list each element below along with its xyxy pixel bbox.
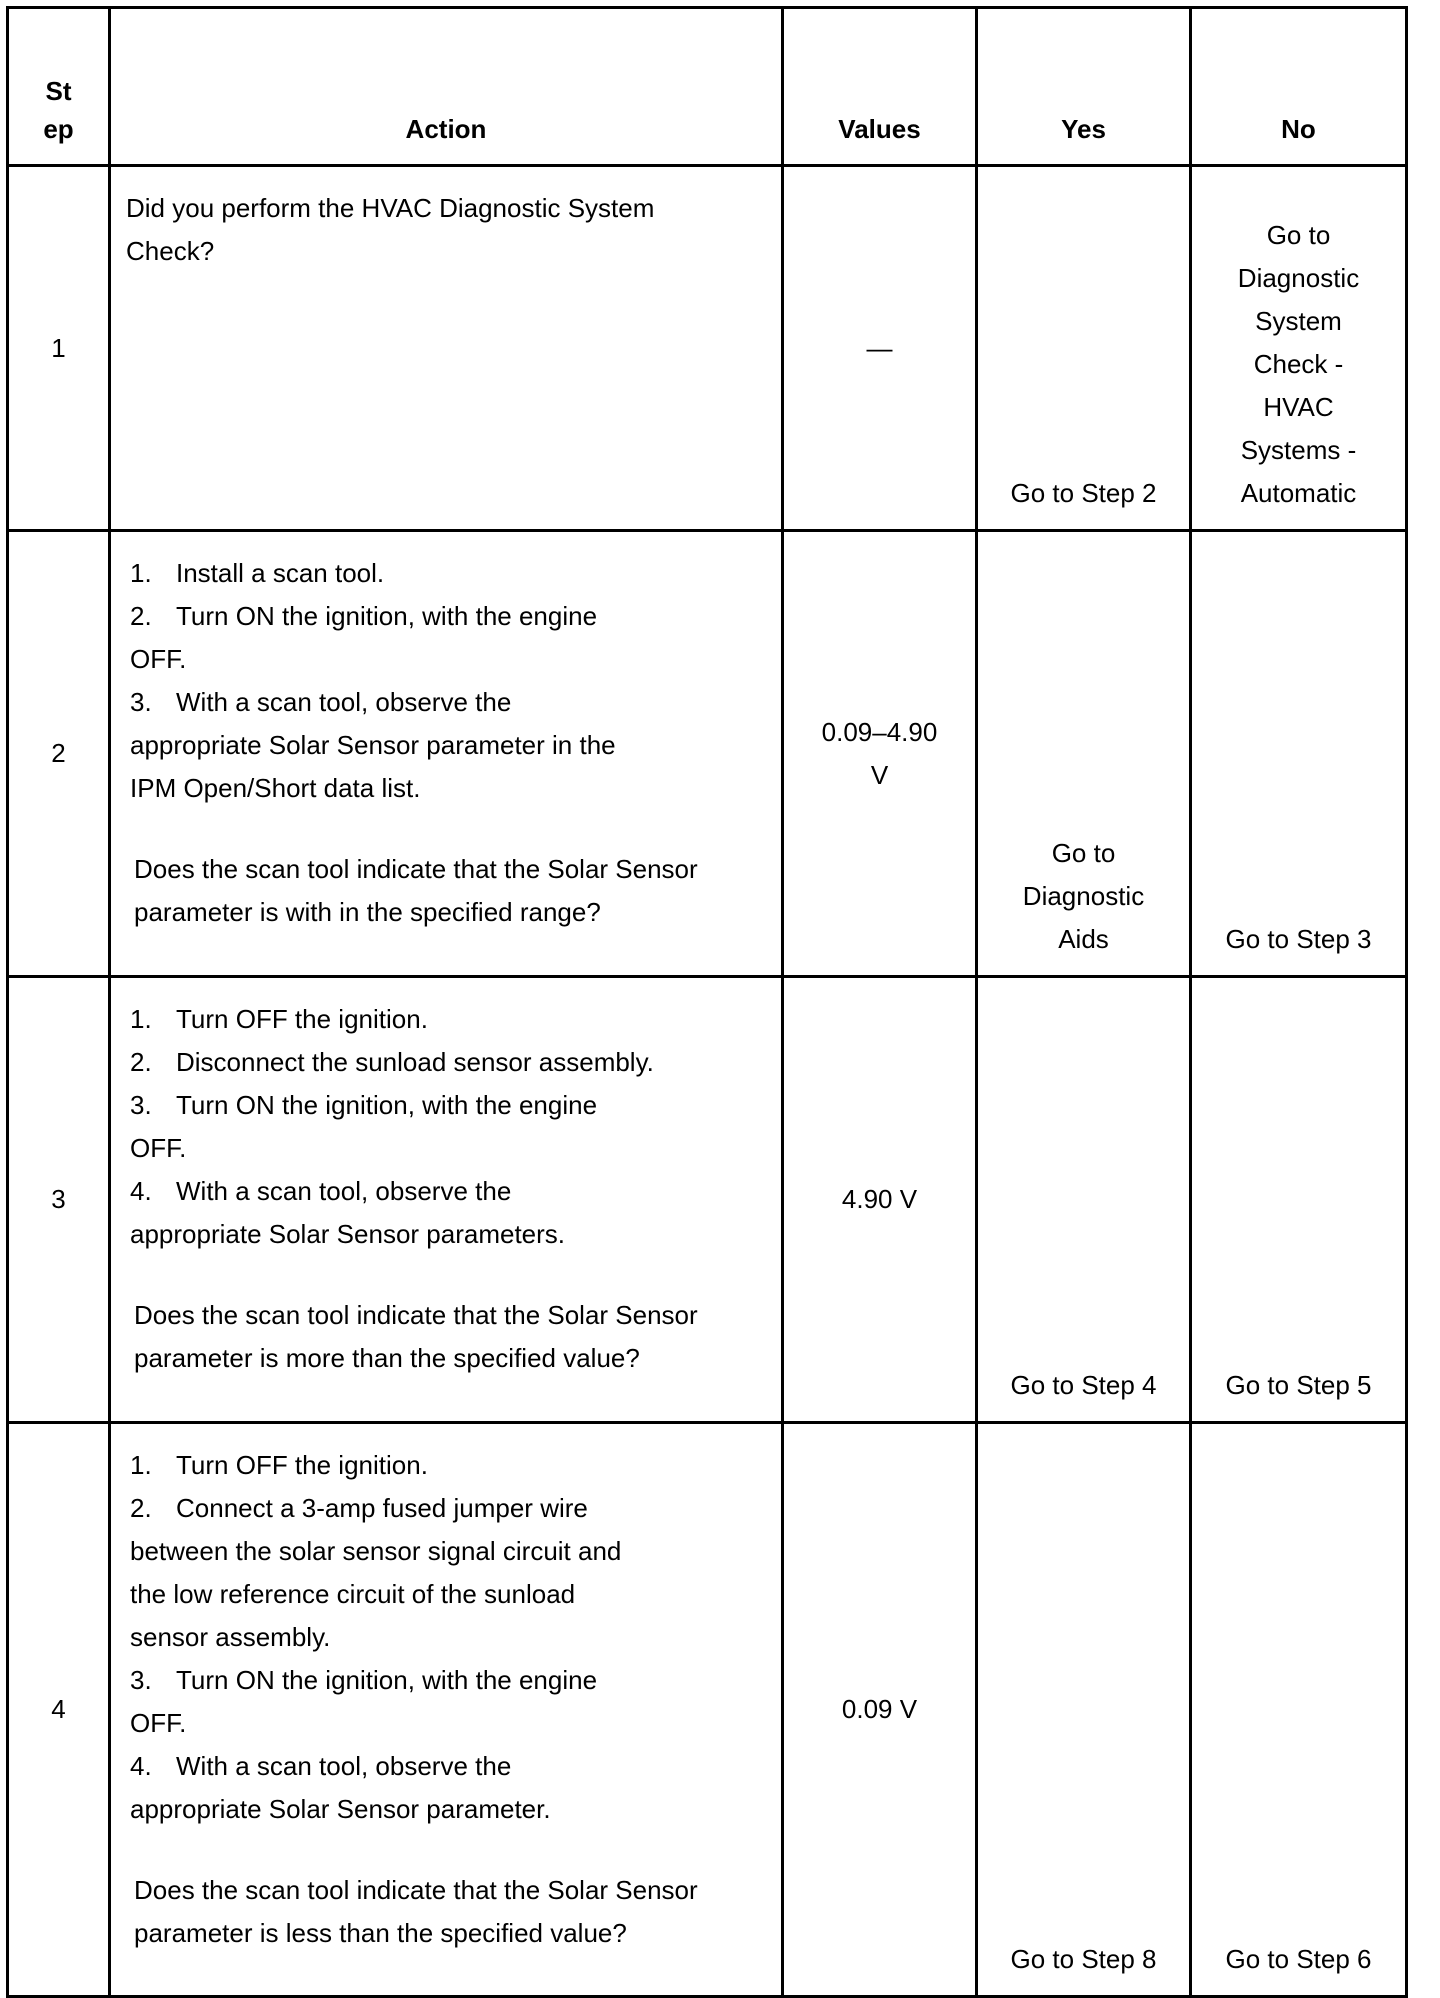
no-link[interactable]: Go to Step 6 xyxy=(1191,1423,1407,1997)
action-step: 1. Install a scan tool. xyxy=(130,558,385,588)
action-cell xyxy=(110,531,783,977)
value-cell: 0.09 V xyxy=(783,1423,977,1997)
value-cell: 4.90 V xyxy=(783,977,977,1423)
value-cell: — xyxy=(783,166,977,531)
step-number: 2 xyxy=(8,531,110,977)
header-action: Action xyxy=(110,8,783,166)
header-yes: Yes xyxy=(977,8,1191,166)
action-step: 1. Turn OFF the ignition. xyxy=(130,1004,428,1034)
table-row xyxy=(8,977,1407,1423)
no-link[interactable]: Go to Step 3 xyxy=(1191,531,1407,977)
header-row xyxy=(8,8,1407,166)
action-step: 3. With a scan tool, observe the appropriate Solar Sensor parameter in the IPM Open/Short data list. xyxy=(130,687,616,803)
value-cell: 0.09–4.90 V xyxy=(783,531,977,977)
step-number: 1 xyxy=(8,166,110,531)
action-cell xyxy=(110,1423,783,1997)
action-question: Does the scan tool indicate that the Solar Sensor parameter is less than the specified value? xyxy=(134,1875,698,1948)
action-question: Does the scan tool indicate that the Solar Sensor parameter is with in the specified range? xyxy=(134,854,698,927)
table-row xyxy=(8,1423,1407,1997)
table-row xyxy=(8,531,1407,977)
action-step: 3. Turn ON the ignition, with the engine OFF. xyxy=(130,1665,598,1738)
step-number: 3 xyxy=(8,977,110,1423)
action-step: 2. Disconnect the sunload sensor assembly. xyxy=(130,1047,654,1077)
no-link[interactable]: Go to Step 5 xyxy=(1191,977,1407,1423)
action-cell xyxy=(110,977,783,1423)
action-cell xyxy=(110,166,783,531)
action-step: 4. With a scan tool, observe the appropriate Solar Sensor parameters. xyxy=(130,1176,566,1249)
action-step: 2. Turn ON the ignition, with the engine OFF. xyxy=(130,601,598,674)
no-link[interactable]: Go to Diagnostic System Check - HVAC Systems - Automatic xyxy=(1191,166,1407,531)
yes-link[interactable]: Go to Step 8 xyxy=(977,1423,1191,1997)
action-step: 4. With a scan tool, observe the appropriate Solar Sensor parameter. xyxy=(130,1751,551,1824)
header-no: No xyxy=(1191,8,1407,166)
action-step: 1. Turn OFF the ignition. xyxy=(130,1450,428,1480)
header-step: St ep xyxy=(8,8,110,166)
yes-link[interactable]: Go to Step 2 xyxy=(977,166,1191,531)
diagnostic-table xyxy=(6,6,1408,1998)
yes-link[interactable]: Go to Step 4 xyxy=(977,977,1191,1423)
action-question: Does the scan tool indicate that the Solar Sensor parameter is more than the specified value? xyxy=(134,1300,698,1373)
action-step: 3. Turn ON the ignition, with the engine OFF. xyxy=(130,1090,598,1163)
action-step: 2. Connect a 3-amp fused jumper wire between the solar sensor signal circuit and the low reference circuit of the sunload sensor assembly. xyxy=(130,1493,622,1652)
action-question: Did you perform the HVAC Diagnostic System Check? xyxy=(126,193,655,266)
yes-link[interactable]: Go to Diagnostic Aids xyxy=(977,531,1191,977)
step-number: 4 xyxy=(8,1423,110,1997)
table-row xyxy=(8,166,1407,531)
header-values: Values xyxy=(783,8,977,166)
